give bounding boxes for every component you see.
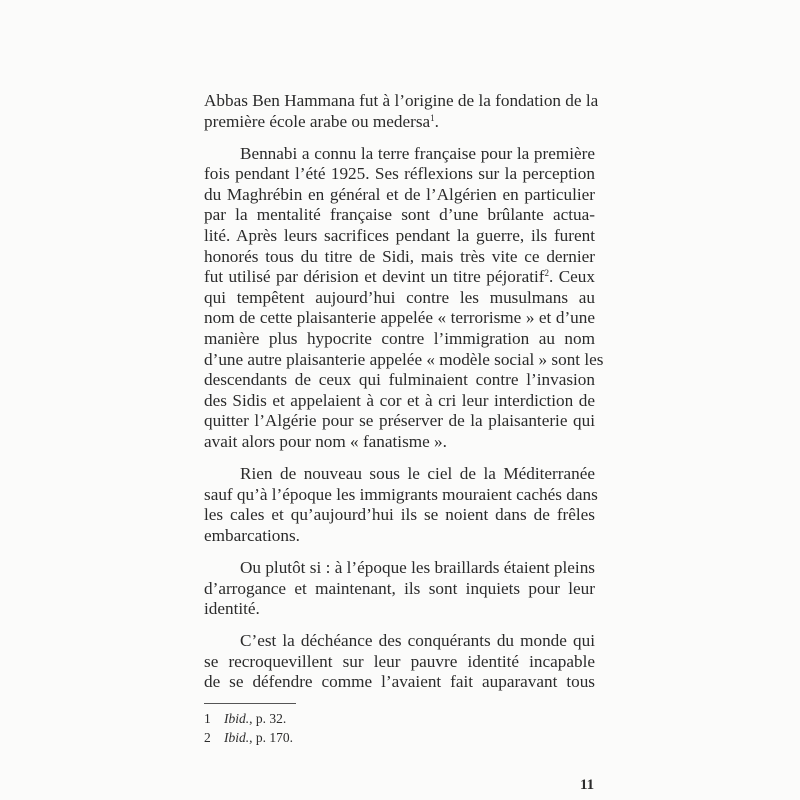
- footnote-2: [204, 728, 293, 747]
- text-line: [204, 370, 595, 391]
- line-text: fut utilisé par dérision et devint un titre péjoratif: [204, 267, 545, 287]
- page-number: 11: [580, 777, 595, 793]
- text-line: [204, 411, 595, 432]
- line-text: descendants de ceux qui fulminaient contre l’invasion: [204, 370, 595, 390]
- text-line: [204, 432, 595, 453]
- line-text: honorés tous du titre de Sidi, mais très vite ce dernier: [204, 246, 595, 266]
- text-line: [204, 464, 595, 485]
- text-line: [204, 164, 595, 185]
- line-text: .: [434, 111, 439, 131]
- footnote-text: , p. 170.: [249, 730, 293, 745]
- line-text: de se défendre comme l’avaient fait auparavant tous: [204, 672, 595, 692]
- footnote-separator: [204, 703, 296, 704]
- line-text: Bennabi a connu la terre française pour la première: [240, 143, 595, 163]
- line-text: du Maghrébin en général et de l’Algérien en particulier: [204, 184, 595, 204]
- line-text: lité. Après leurs sacrifices pendant la guerre, ils furent: [204, 226, 595, 246]
- line-text: d’une autre plaisanterie appelée « modèle social » sont les: [204, 349, 604, 369]
- text-line: [204, 672, 595, 693]
- footnote-number: 1: [204, 711, 211, 726]
- text-line: [204, 599, 595, 620]
- footnotes: [204, 709, 293, 747]
- line-text: des Sidis et appelaient à cor et à cri leur interdiction de: [204, 390, 595, 410]
- footnote-ref: Ibid.: [224, 711, 250, 726]
- text-line: [204, 288, 595, 309]
- line-text: fois pendant l’été 1925. Ses réflexions sur la perception: [204, 164, 595, 184]
- footnote-number: 2: [204, 730, 211, 745]
- line-text: . Ceux: [548, 267, 595, 287]
- line-text: par la mentalité française sont d’une brûlante actua-: [204, 205, 595, 225]
- text-line: [204, 112, 595, 133]
- footnote-ref: Ibid.: [224, 730, 250, 745]
- line-text: Abbas Ben Hammana fut à l’origine de la fondation de la: [204, 91, 599, 110]
- line-text: sauf qu’à l’époque les immigrants mouraient cachés dans: [204, 484, 598, 504]
- text-line: [204, 652, 595, 673]
- text-line: [204, 484, 598, 506]
- text-line: [204, 505, 595, 526]
- footnote-marker: 2: [544, 268, 549, 279]
- line-text: identité.: [204, 599, 260, 619]
- text-line: [204, 267, 595, 288]
- text-line: [204, 329, 595, 350]
- paragraph: [204, 91, 599, 132]
- text-line: [204, 205, 595, 226]
- text-line: [204, 558, 595, 579]
- line-text: embarcations.: [204, 525, 300, 545]
- paragraph: [204, 631, 595, 693]
- line-text: nom de cette plaisanterie appelée « terrorisme » et d’une: [204, 308, 595, 328]
- line-text: d’arrogance et maintenant, ils sont inquiets pour leur: [204, 578, 595, 598]
- line-text: première école arabe ou medersa: [204, 111, 431, 131]
- line-text: se recroquevillent sur leur pauvre identité incapable: [204, 651, 595, 671]
- line-text: les cales et qu’aujourd’hui ils se noient dans de frêles: [204, 505, 595, 525]
- text-line: [204, 91, 599, 112]
- text-line: [204, 631, 595, 652]
- footnote-1: [204, 709, 293, 728]
- line-text: Rien de nouveau sous le ciel de la Méditerranée: [240, 464, 595, 484]
- text-line: [204, 526, 595, 547]
- text-line: [204, 308, 595, 329]
- text-line: [204, 226, 595, 247]
- text-line: [204, 349, 604, 371]
- paragraph: [204, 464, 598, 546]
- paragraph: [204, 143, 604, 453]
- line-text: manière plus hypocrite contre l’immigration au nom: [204, 329, 595, 349]
- text-line: [204, 185, 595, 206]
- text-line: [204, 579, 595, 600]
- line-text: quitter l’Algérie pour se préserver de la plaisanterie qui: [204, 411, 595, 431]
- line-text: avait alors pour nom « fanatisme ».: [204, 432, 447, 451]
- line-text: qui tempêtent aujourd’hui contre les musulmans au: [204, 287, 595, 307]
- text-line: [204, 247, 595, 268]
- footnote-marker: 1: [430, 112, 435, 123]
- text-line: [204, 391, 595, 412]
- body-text: [204, 91, 604, 693]
- line-text: C’est la déchéance des conquérants du monde qui: [240, 631, 595, 651]
- line-text: Ou plutôt si : à l’époque les braillards étaient pleins: [240, 557, 595, 577]
- footnote-text: , p. 32.: [249, 711, 287, 726]
- text-line: [204, 144, 595, 165]
- paragraph: [204, 558, 595, 620]
